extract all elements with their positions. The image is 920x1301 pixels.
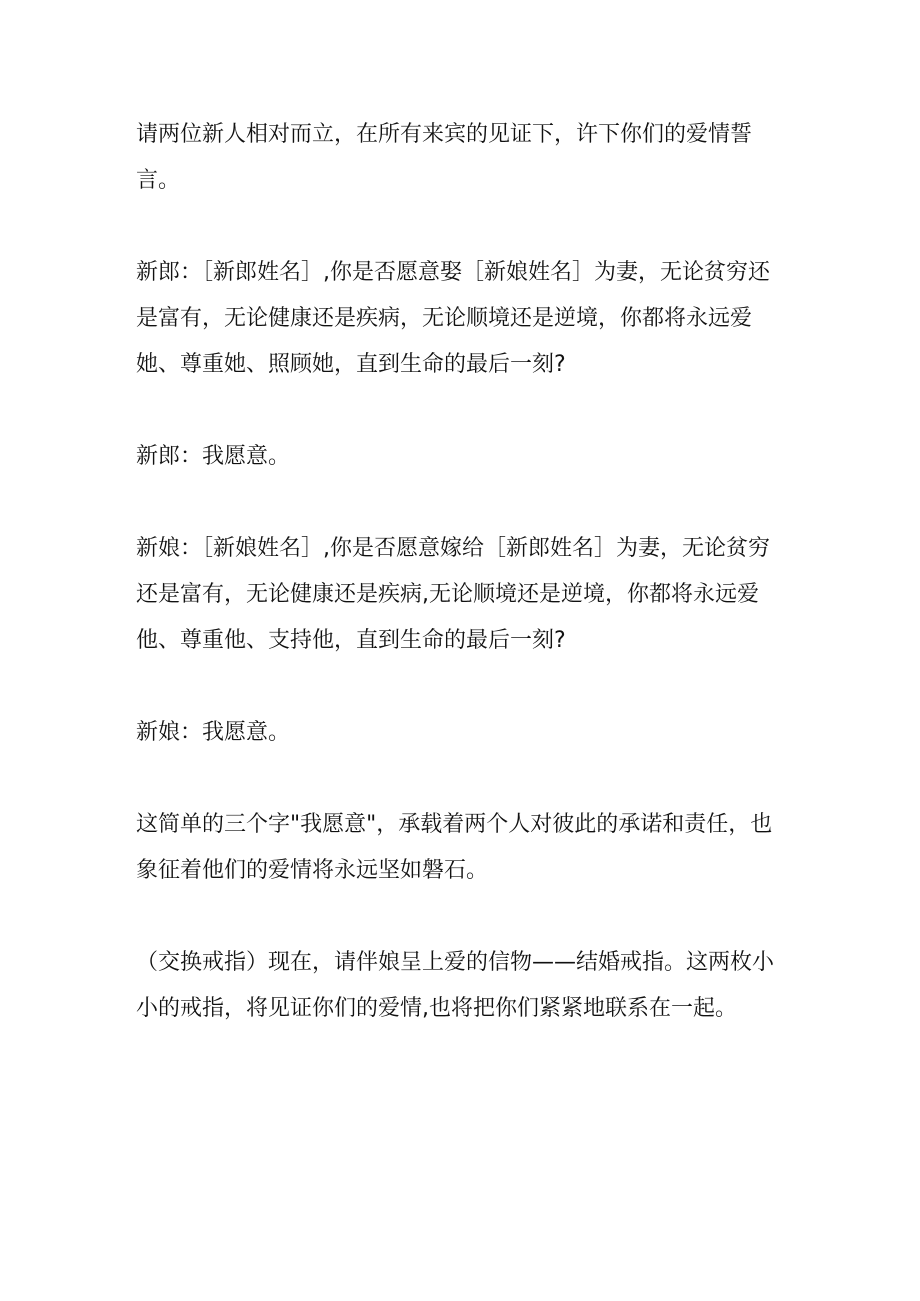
- paragraph-groom-answer: 新郎：我愿意。: [136, 444, 291, 469]
- paragraph-i-do-meaning: 这简单的三个字"我愿意"，承载着两个人对彼此的承诺和责任，也象征着他们的爱情将永远坚如磐石。: [136, 812, 773, 883]
- paragraph-bride-answer: 新娘：我愿意。: [136, 720, 291, 745]
- paragraph-bride-vow-question: 新娘：［新娘姓名］,你是否愿意嫁给［新郎姓名］为妻，无论贫穷还是富有，无论健康还是疾病,无论顺境还是逆境，你都将永远爱他、尊重他、支持他，直到生命的最后一刻?: [136, 536, 770, 653]
- document-body: [136, 112, 788, 1078]
- paragraph-ring-exchange: （交换戒指）现在，请伴娘呈上爱的信物——结婚戒指。这两枚小小的戒指，将见证你们的爱情,也将把你们紧紧地联系在一起。: [136, 950, 775, 1021]
- paragraph-invitation: 请两位新人相对而立，在所有来宾的见证下，许下你们的爱情誓言。: [136, 122, 753, 193]
- paragraph-groom-vow-question: 新郎：［新郎姓名］,你是否愿意娶［新娘姓名］为妻，无论贫穷还是富有，无论健康还是疾病，无论顺境还是逆境，你都将永远爱她、尊重她、照顾她，直到生命的最后一刻?: [136, 260, 770, 377]
